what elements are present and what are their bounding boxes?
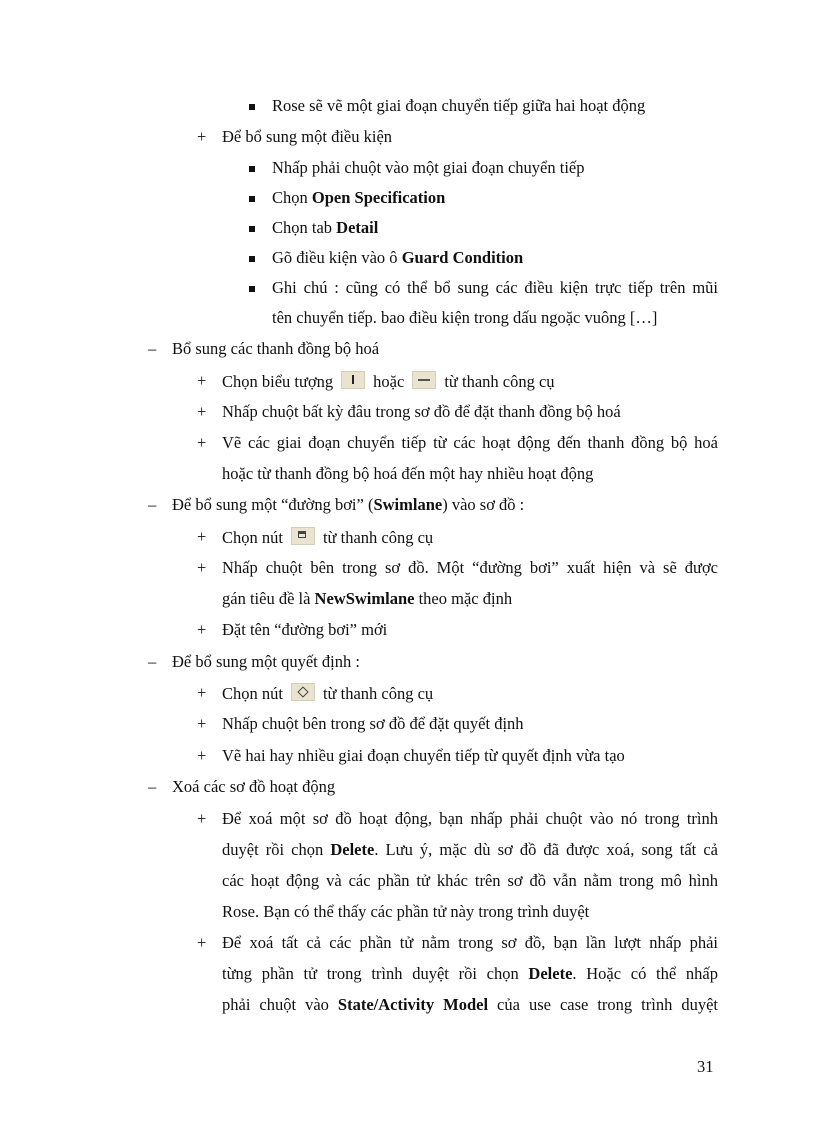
dash-marker: – bbox=[148, 495, 157, 514]
text-run: từng phần tử trong trình duyệt rồi chọn bbox=[222, 964, 529, 983]
text-run: theo mặc định bbox=[414, 589, 513, 608]
sub-item-text-continued: Rose. Bạn có thể thấy các phần tử này trong trình duyệt bbox=[222, 902, 590, 921]
sub-item-text bbox=[222, 371, 555, 392]
sub-item-text: Nhấp chuột bất kỳ đâu trong sơ đồ để đặt thanh đồng bộ hoá bbox=[222, 402, 621, 421]
sub-item-text-continued: các hoạt động và các phần tử khác trên sơ đồ vẫn nằm trong mô hình bbox=[222, 871, 718, 890]
plus-marker: + bbox=[197, 933, 207, 952]
bold-term: Detail bbox=[336, 218, 379, 237]
sub-item-text: Để xoá một sơ đồ hoạt động, bạn nhấp phải chuột vào nó trong trình bbox=[222, 809, 718, 828]
bullet-text-continued: tên chuyển tiếp. bao điều kiện trong dấu ngoặc vuông […] bbox=[272, 308, 658, 327]
text-run: phải chuột vào bbox=[222, 995, 338, 1014]
bullet-text bbox=[272, 248, 523, 268]
square-bullet-icon bbox=[249, 256, 255, 262]
sub-item-text bbox=[222, 683, 433, 704]
text-run: . Lưu ý, mặc dù sơ đồ đã được xoá, song tất cả bbox=[374, 840, 718, 859]
plus-marker: + bbox=[197, 433, 207, 452]
item-text: Để bổ sung một quyết định : bbox=[172, 652, 360, 671]
item-text: Xoá các sơ đồ hoạt động bbox=[172, 777, 336, 796]
plus-marker: + bbox=[197, 809, 207, 828]
dash-marker: – bbox=[148, 777, 157, 796]
sub-item-text: Nhấp chuột bên trong sơ đồ để đặt quyết định bbox=[222, 714, 524, 733]
sync-bar-horizontal-icon bbox=[412, 371, 436, 389]
text-run: ) vào sơ đồ : bbox=[442, 495, 525, 514]
dash-marker: – bbox=[148, 652, 157, 671]
bullet-text bbox=[272, 188, 445, 208]
sub-item-text-continued bbox=[222, 964, 718, 984]
bullet-text: Rose sẽ vẽ một giai đoạn chuyển tiếp giữa hai hoạt động bbox=[272, 96, 646, 115]
plus-marker: + bbox=[197, 402, 207, 421]
plus-marker: + bbox=[197, 620, 207, 639]
bold-term: Guard Condition bbox=[401, 248, 524, 267]
bold-term: NewSwimlane bbox=[314, 589, 415, 608]
item-text: Bổ sung các thanh đồng bộ hoá bbox=[172, 339, 380, 358]
sub-item-text: Nhấp chuột bên trong sơ đồ. Một “đường bơi” xuất hiện và sẽ được bbox=[222, 558, 718, 577]
plus-marker: + bbox=[197, 558, 207, 577]
plus-marker: + bbox=[197, 714, 207, 733]
text-run: hoặc bbox=[373, 372, 405, 391]
square-bullet-icon bbox=[249, 196, 255, 202]
sub-item-text: Vẽ hai hay nhiều giai đoạn chuyển tiếp từ quyết định vừa tạo bbox=[222, 746, 625, 765]
bullet-text bbox=[272, 218, 378, 238]
bold-term: Open Specification bbox=[311, 188, 446, 207]
sub-item-text: Đặt tên “đường bơi” mới bbox=[222, 620, 388, 639]
text-run: Chọn bbox=[272, 188, 312, 207]
bullet-text: Nhấp phải chuột vào một giai đoạn chuyển tiếp bbox=[272, 158, 585, 177]
text-run: . Hoặc có thể nhấp bbox=[572, 964, 718, 983]
bold-term: Delete bbox=[528, 964, 573, 983]
text-run: Để bổ sung một “đường bơi” ( bbox=[172, 495, 374, 514]
text-run: của use case trong trình duyệt bbox=[488, 995, 718, 1014]
sub-item-text-continued bbox=[222, 995, 718, 1015]
sub-item-text: Để bổ sung một điều kiện bbox=[222, 127, 393, 146]
text-run: Chọn tab bbox=[272, 218, 337, 237]
sub-item-text-continued bbox=[222, 840, 718, 860]
text-run: Gõ điều kiện vào ô bbox=[272, 248, 402, 267]
item-text bbox=[172, 495, 524, 515]
square-bullet-icon bbox=[249, 226, 255, 232]
sub-item-text: Vẽ các giai đoạn chuyển tiếp từ các hoạt động đến thanh đồng bộ hoá bbox=[222, 433, 718, 452]
sync-bar-vertical-icon bbox=[341, 371, 365, 389]
sub-item-text: Để xoá tất cả các phần tử nằm trong sơ đồ, bạn lần lượt nhấp phải bbox=[222, 933, 718, 952]
text-run: từ thanh công cụ bbox=[322, 528, 434, 547]
swimlane-icon bbox=[291, 527, 315, 545]
plus-marker: + bbox=[197, 371, 207, 390]
text-run: gán tiêu đề là bbox=[222, 589, 315, 608]
plus-marker: + bbox=[197, 527, 207, 546]
bullet-text: Ghi chú : cũng có thể bổ sung các điều kiện trực tiếp trên mũi bbox=[272, 278, 718, 297]
sub-item-text-continued bbox=[222, 589, 512, 609]
sub-item-text bbox=[222, 527, 433, 548]
text-run: Chọn nút bbox=[222, 528, 283, 547]
sub-item-text-continued: hoặc từ thanh đồng bộ hoá đến một hay nhiều hoạt động bbox=[222, 464, 594, 483]
square-bullet-icon bbox=[249, 104, 255, 110]
bold-term: State/Activity Model bbox=[337, 995, 489, 1014]
bold-term: Swimlane bbox=[373, 495, 443, 514]
square-bullet-icon bbox=[249, 166, 255, 172]
plus-marker: + bbox=[197, 683, 207, 702]
decision-icon bbox=[291, 683, 315, 701]
plus-marker: + bbox=[197, 127, 207, 146]
text-run: Chọn nút bbox=[222, 684, 283, 703]
page-number: 31 bbox=[697, 1057, 714, 1076]
bold-term: Delete bbox=[330, 840, 375, 859]
plus-marker: + bbox=[197, 746, 207, 765]
dash-marker: – bbox=[148, 339, 157, 358]
text-run: Chọn biểu tượng bbox=[222, 372, 334, 391]
text-run: từ thanh công cụ bbox=[444, 372, 555, 391]
text-run: duyệt rồi chọn bbox=[222, 840, 331, 859]
square-bullet-icon bbox=[249, 286, 255, 292]
text-run: từ thanh công cụ bbox=[322, 684, 434, 703]
